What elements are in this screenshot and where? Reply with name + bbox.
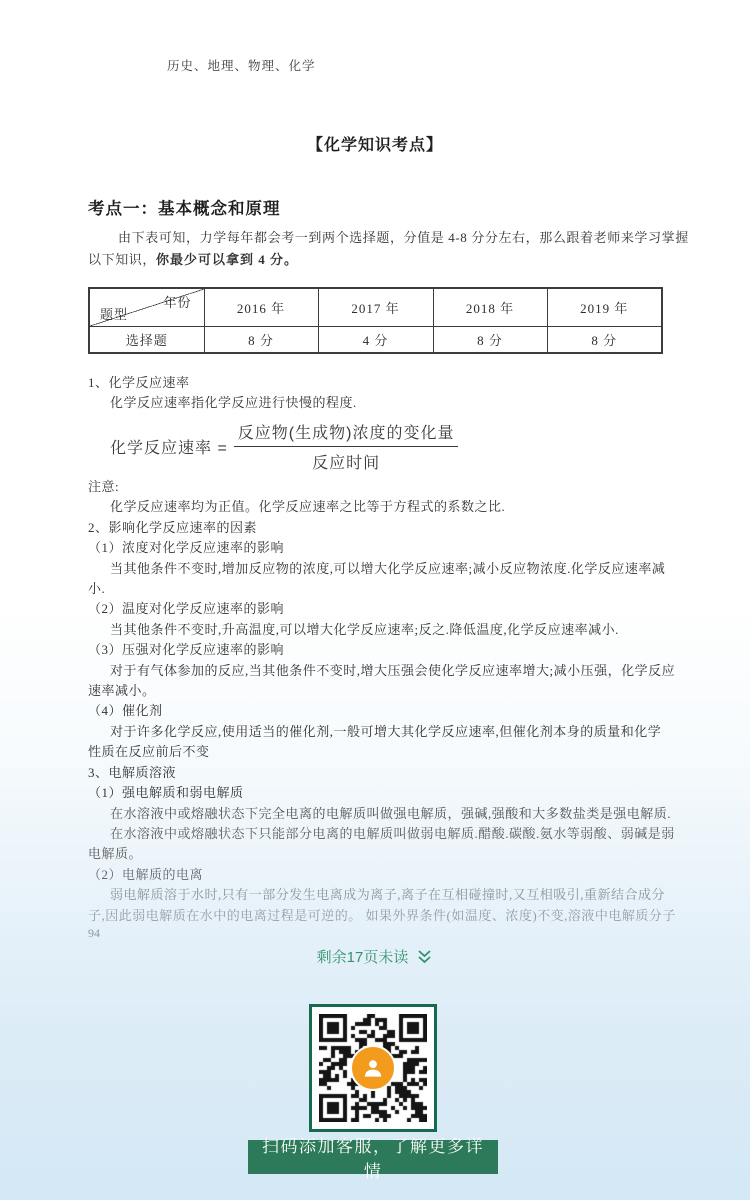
doc-text-block-2 xyxy=(88,477,698,926)
double-chevron-down-icon xyxy=(416,949,433,964)
doc-text-line: （4）催化剂 xyxy=(88,703,163,719)
table-header-row xyxy=(89,288,662,326)
doc-text-line: 在水溶液中或熔融状态下完全电离的电解质叫做强电解质，强碱,强酸和大多数盐类是强电解质. xyxy=(110,805,672,821)
year-header-cell: 2019 年 xyxy=(547,288,662,326)
doc-text-line: （2）电解质的电离 xyxy=(88,866,204,882)
formula-fraction xyxy=(234,420,459,473)
doc-text-line: （3）压强对化学反应速率的影响 xyxy=(88,642,285,658)
score-cell: 8 分 xyxy=(433,326,547,353)
score-cell: 8 分 xyxy=(547,326,662,353)
corner-type-label: 题型 xyxy=(100,306,129,322)
doc-text-line: 电解质。 xyxy=(88,846,143,862)
doc-text-line: 当其他条件不变时,升高温度,可以增大化学反应速率;反之.降低温度,化学反应速率减小. xyxy=(110,621,619,637)
doc-text-line: 对于许多化学反应,使用适当的催化剂,一般可增大其化学反应速率,但催化剂本身的质量和化学 xyxy=(110,723,662,739)
year-header-cell: 2018 年 xyxy=(433,288,547,326)
doc-text-line: 化学反应速率指化学反应进行快慢的程度. xyxy=(110,395,357,411)
doc-text-line: 2、影响化学反应速率的因素 xyxy=(88,519,258,535)
remaining-pages-label: 剩余17页未读 xyxy=(316,949,409,966)
row-label-cell: 选择题 xyxy=(89,326,204,353)
score-cell: 4 分 xyxy=(318,326,433,353)
doc-text-block-1 xyxy=(88,373,688,414)
document-title: 【化学知识考点】 xyxy=(306,137,443,154)
intro-paragraph-line1: 由下表可知，力学每年都会考一到两个选择题，分值是 4-8 分分左右，那么跟着老师来学习掌握 xyxy=(118,230,689,245)
cta-button[interactable]: 扫码添加客服，了解更多详情 xyxy=(248,1140,498,1174)
table-corner-cell xyxy=(89,288,204,326)
doc-text-line: （1）浓度对化学反应速率的影响 xyxy=(88,540,285,556)
corner-year-label: 年份 xyxy=(163,295,192,310)
score-cell: 8 分 xyxy=(204,326,318,353)
doc-text-line: 小. xyxy=(88,581,106,597)
formula-numerator: 反应物(生成物)浓度的变化量 xyxy=(234,420,459,447)
qr-code xyxy=(309,1004,437,1132)
section-heading: 考点一：基本概念和原理 xyxy=(88,199,281,218)
doc-text-line: 子,因此弱电解质在水中的电离过程是可逆的。 如果外界条件(如温度、浓度)不变,溶液中电解质分子 xyxy=(88,907,676,923)
qr-pattern xyxy=(319,1014,427,1122)
doc-text-line: 1、化学反应速率 xyxy=(88,375,190,390)
doc-text-line: 弱电解质溶于水时,只有一部分发生电离成为离子,离子在互相碰撞时,又互相吸引,重新结合成分 xyxy=(110,887,666,903)
doc-text-line: 化学反应速率均为正值。化学反应速率之比等于方程式的系数之比. xyxy=(110,499,506,515)
doc-text-line: 注意: xyxy=(88,479,120,494)
doc-text-line: （2）温度对化学反应速率的影响 xyxy=(88,601,285,617)
remaining-pages-button[interactable] xyxy=(0,946,750,967)
doc-text-line: 速率减小。 xyxy=(88,683,156,699)
score-table xyxy=(88,287,663,354)
doc-text-line: 对于有气体参加的反应,当其他条件不变时,增大压强会使化学反应速率增大;减小压强，化学反应 xyxy=(110,662,676,678)
formula-lhs: 化学反应速率 = xyxy=(110,440,228,457)
page-number: 94 xyxy=(88,926,100,940)
formula-denominator: 反应时间 xyxy=(312,455,381,472)
person-icon xyxy=(350,1045,396,1091)
intro-text: 以下知识， xyxy=(88,252,157,267)
doc-text-line: 3、电解质溶液 xyxy=(88,764,177,780)
doc-text-line: 在水溶液中或熔融状态下只能部分电离的电解质叫做弱电解质.醋酸.碳酸.氨水等弱酸、弱碱是弱 xyxy=(110,825,675,841)
doc-text-line: 当其他条件不变时,增加反应物的浓度,可以增大化学反应速率;减小反应物浓度.化学反应速率减 xyxy=(110,560,666,576)
reaction-rate-formula xyxy=(110,420,458,473)
table-data-row xyxy=(89,326,662,353)
intro-bold-text: 你最少可以拿到 4 分。 xyxy=(156,252,299,267)
intro-paragraph-line2 xyxy=(88,249,688,268)
doc-text-line: （1）强电解质和弱电解质 xyxy=(88,785,244,801)
year-header-cell: 2017 年 xyxy=(318,288,433,326)
subject-note: 历史、地理、物理、化学 xyxy=(167,59,316,73)
year-header-cell: 2016 年 xyxy=(204,288,318,326)
doc-text-line: 性质在反应前后不变 xyxy=(88,744,210,760)
